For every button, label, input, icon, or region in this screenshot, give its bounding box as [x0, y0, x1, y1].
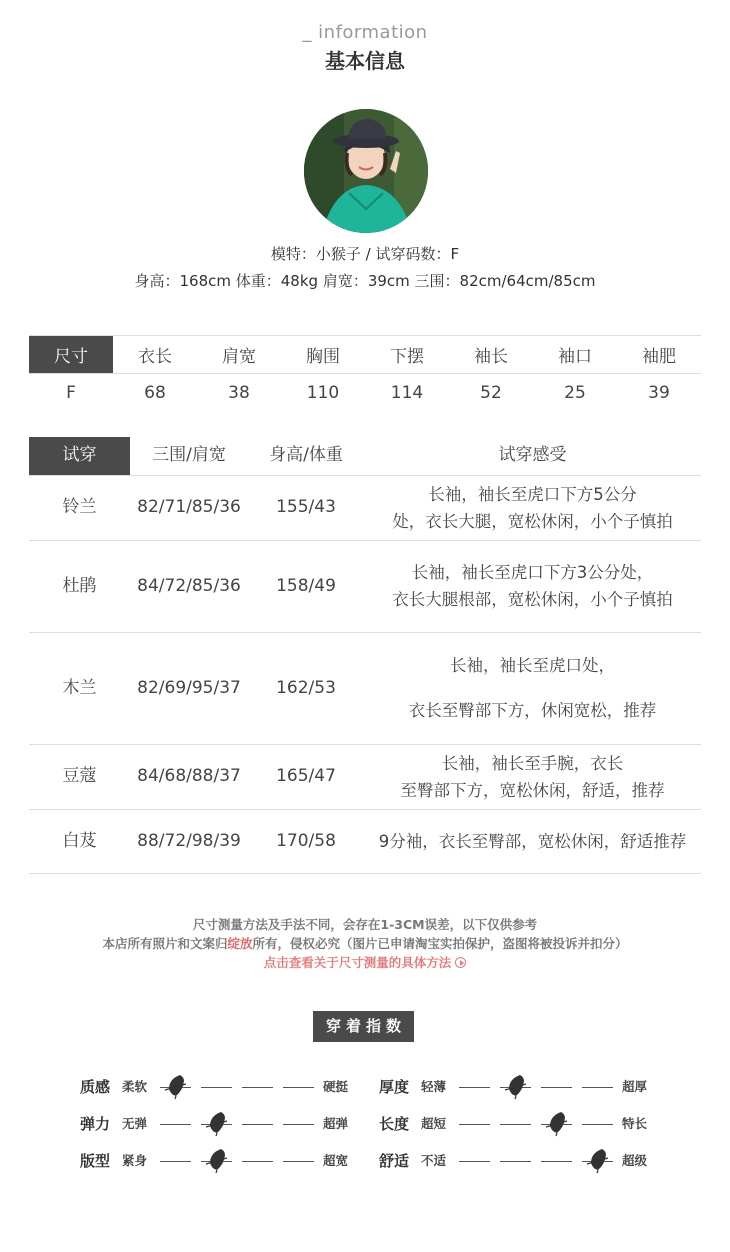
wear-scale-low: 超短	[421, 1116, 447, 1131]
feedback-line: 至臀部下方，宽松休闲，舒适，推荐	[400, 780, 665, 800]
measurement-method-link[interactable]	[0, 953, 730, 972]
wear-scale-high: 超宽	[323, 1153, 349, 1168]
size-value-cell: 25	[564, 382, 586, 403]
size-header-cell: 下摆	[365, 336, 449, 374]
size-table-row	[29, 374, 701, 412]
wear-scale-segment	[582, 1087, 613, 1088]
feedback-line: 长袖，袖长至虎口下方5公分	[428, 484, 637, 504]
feedback-line: 处，衣长大腿，宽松休闲，小个子慎拍	[392, 511, 673, 531]
feedback-line: 长袖，袖长至虎口下方3公分处，	[411, 563, 654, 582]
leaf-marker-icon	[586, 1148, 610, 1174]
wear-scale-label: 弹力	[80, 1115, 111, 1133]
wear-scale-row	[80, 1113, 360, 1135]
wear-scale-segment	[283, 1087, 314, 1088]
tester-height-weight: 158/49	[248, 540, 364, 632]
wear-scale-segment	[541, 1161, 572, 1162]
tester-feedback	[364, 540, 701, 632]
wear-scale-segment	[242, 1087, 273, 1088]
tester-feedback	[364, 744, 701, 809]
section-header	[0, 22, 730, 74]
tester-measurements: 82/71/85/36	[130, 475, 248, 540]
wear-scale-segment	[459, 1087, 490, 1088]
size-value-cell: 39	[648, 382, 670, 403]
tester-name: 铃兰	[29, 475, 130, 540]
model-info: 模特：小猴子 / 试穿码数：F	[270, 245, 460, 263]
model-stats: 身高：168cm 体重：48kg 肩宽：39cm 三围：82cm/64cm/85cm	[134, 272, 596, 290]
wear-scale-segment	[160, 1161, 191, 1162]
wear-scale-high: 超弹	[323, 1116, 349, 1131]
wear-scale-segment	[242, 1124, 273, 1125]
link-label[interactable]: 点击查看关于尺寸测量的具体方法	[263, 955, 452, 970]
tester-feedback	[364, 475, 701, 540]
notes-line: 尺寸测量方法及手法不同，会存在1-3CM误差，以下仅供参考	[192, 917, 538, 932]
wear-scale-high: 超厚	[622, 1079, 648, 1094]
size-value-cell: 110	[306, 382, 340, 403]
tester-name: 白芨	[29, 809, 130, 873]
wear-scale-high: 特长	[622, 1116, 648, 1131]
tester-feedback	[364, 632, 701, 744]
size-table	[29, 335, 701, 412]
size-value-cell: F	[66, 382, 76, 403]
size-value-cell: 52	[480, 382, 502, 403]
fit-header-cell: 三围/肩宽	[130, 437, 248, 475]
feedback-line: 9分袖，衣长至臀部，宽松休闲，舒适推荐	[378, 831, 687, 851]
wear-scale-low: 柔软	[122, 1079, 148, 1094]
wear-scale-high: 硬挺	[323, 1079, 349, 1094]
tester-name: 豆蔻	[29, 744, 130, 809]
wear-scale-segment	[283, 1124, 314, 1125]
wear-scale-high: 超级	[622, 1153, 648, 1168]
wear-scale-label: 厚度	[379, 1078, 410, 1096]
tester-name: 木兰	[29, 632, 130, 744]
wear-index-title: 穿着指数	[313, 1011, 414, 1042]
section-subtitle: _ information	[302, 22, 428, 43]
fit-table-row	[29, 809, 701, 873]
section-title: 基本信息	[325, 49, 405, 73]
leaf-marker-icon	[545, 1111, 569, 1137]
feedback-line: 衣长至臀部下方，休闲宽松，推荐	[408, 701, 657, 720]
wear-scale-segment	[201, 1087, 232, 1088]
wear-scale-low: 无弹	[122, 1116, 148, 1131]
size-header-cell: 胸围	[281, 336, 365, 374]
wear-scale-segment	[500, 1124, 531, 1125]
brand-name: 绽放	[227, 936, 253, 951]
wear-scale-segment	[242, 1161, 273, 1162]
fit-table-row	[29, 632, 701, 744]
wear-scale-segment	[500, 1161, 531, 1162]
size-table-header	[29, 336, 701, 374]
wear-scale-low: 轻薄	[421, 1079, 447, 1094]
size-value-cell: 114	[390, 382, 424, 403]
wear-scale-label: 质感	[80, 1078, 111, 1096]
copyright-text: 所有，侵权必究（图片已申请淘宝实拍保护，盗图将被投诉并扣分）	[252, 936, 628, 951]
wear-scale-segment	[160, 1124, 191, 1125]
size-value-cell: 68	[144, 382, 166, 403]
tester-height-weight: 155/43	[248, 475, 364, 540]
fit-table	[29, 437, 701, 874]
fit-table-row	[29, 540, 701, 632]
tester-height-weight: 165/47	[248, 744, 364, 809]
wear-scale-row	[80, 1076, 360, 1098]
wear-scale-row	[379, 1150, 659, 1172]
size-header-cell: 袖口	[533, 336, 617, 374]
fit-header-cell: 试穿	[29, 437, 130, 475]
size-header-cell: 尺寸	[29, 336, 113, 374]
leaf-marker-icon	[504, 1074, 528, 1100]
tester-height-weight: 170/58	[248, 809, 364, 873]
wear-scale-segment	[283, 1161, 314, 1162]
size-header-cell: 肩宽	[197, 336, 281, 374]
tester-measurements: 88/72/98/39	[130, 809, 248, 873]
tester-measurements: 84/68/88/37	[130, 744, 248, 809]
size-header-cell: 袖长	[449, 336, 533, 374]
tester-measurements: 82/69/95/37	[130, 632, 248, 744]
wear-scale-label: 舒适	[379, 1152, 410, 1170]
fit-table-row	[29, 744, 701, 809]
tester-feedback	[364, 809, 701, 873]
wear-scale-row	[379, 1113, 659, 1135]
tester-name: 杜鹃	[29, 540, 130, 632]
wear-scale-row	[379, 1076, 659, 1098]
fit-table-row	[29, 475, 701, 540]
leaf-marker-icon	[205, 1148, 229, 1174]
measurement-notes	[0, 915, 730, 972]
size-header-cell: 衣长	[113, 336, 197, 374]
fit-table-header	[29, 437, 701, 475]
wear-scale-label: 长度	[379, 1115, 410, 1133]
wear-scale-segment	[459, 1161, 490, 1162]
arrow-circle-icon[interactable]	[455, 957, 466, 968]
wear-scale-segment	[582, 1124, 613, 1125]
tester-height-weight: 162/53	[248, 632, 364, 744]
model-avatar	[304, 109, 428, 233]
wear-scale-segment	[541, 1087, 572, 1088]
copyright-line	[0, 934, 730, 953]
wear-scale-low: 紧身	[122, 1153, 148, 1168]
wear-scale-row	[80, 1150, 360, 1172]
fit-header-cell: 试穿感受	[364, 437, 701, 475]
leaf-marker-icon	[164, 1074, 188, 1100]
fit-header-cell: 身高/体重	[248, 437, 364, 475]
copyright-text: 本店所有照片和文案归	[102, 936, 228, 951]
wear-scale-segment	[459, 1124, 490, 1125]
feedback-line: 长袖，袖长至虎口处，	[450, 656, 615, 675]
wear-scale-label: 版型	[80, 1152, 111, 1170]
leaf-marker-icon	[205, 1111, 229, 1137]
feedback-line: 长袖，袖长至手腕，衣长	[441, 753, 624, 773]
size-value-cell: 38	[228, 382, 250, 403]
tester-measurements: 84/72/85/36	[130, 540, 248, 632]
feedback-line: 衣长大腿根部，宽松休闲，小个子慎拍	[392, 590, 673, 609]
size-header-cell: 袖肥	[617, 336, 701, 374]
wear-scale-low: 不适	[421, 1153, 447, 1168]
